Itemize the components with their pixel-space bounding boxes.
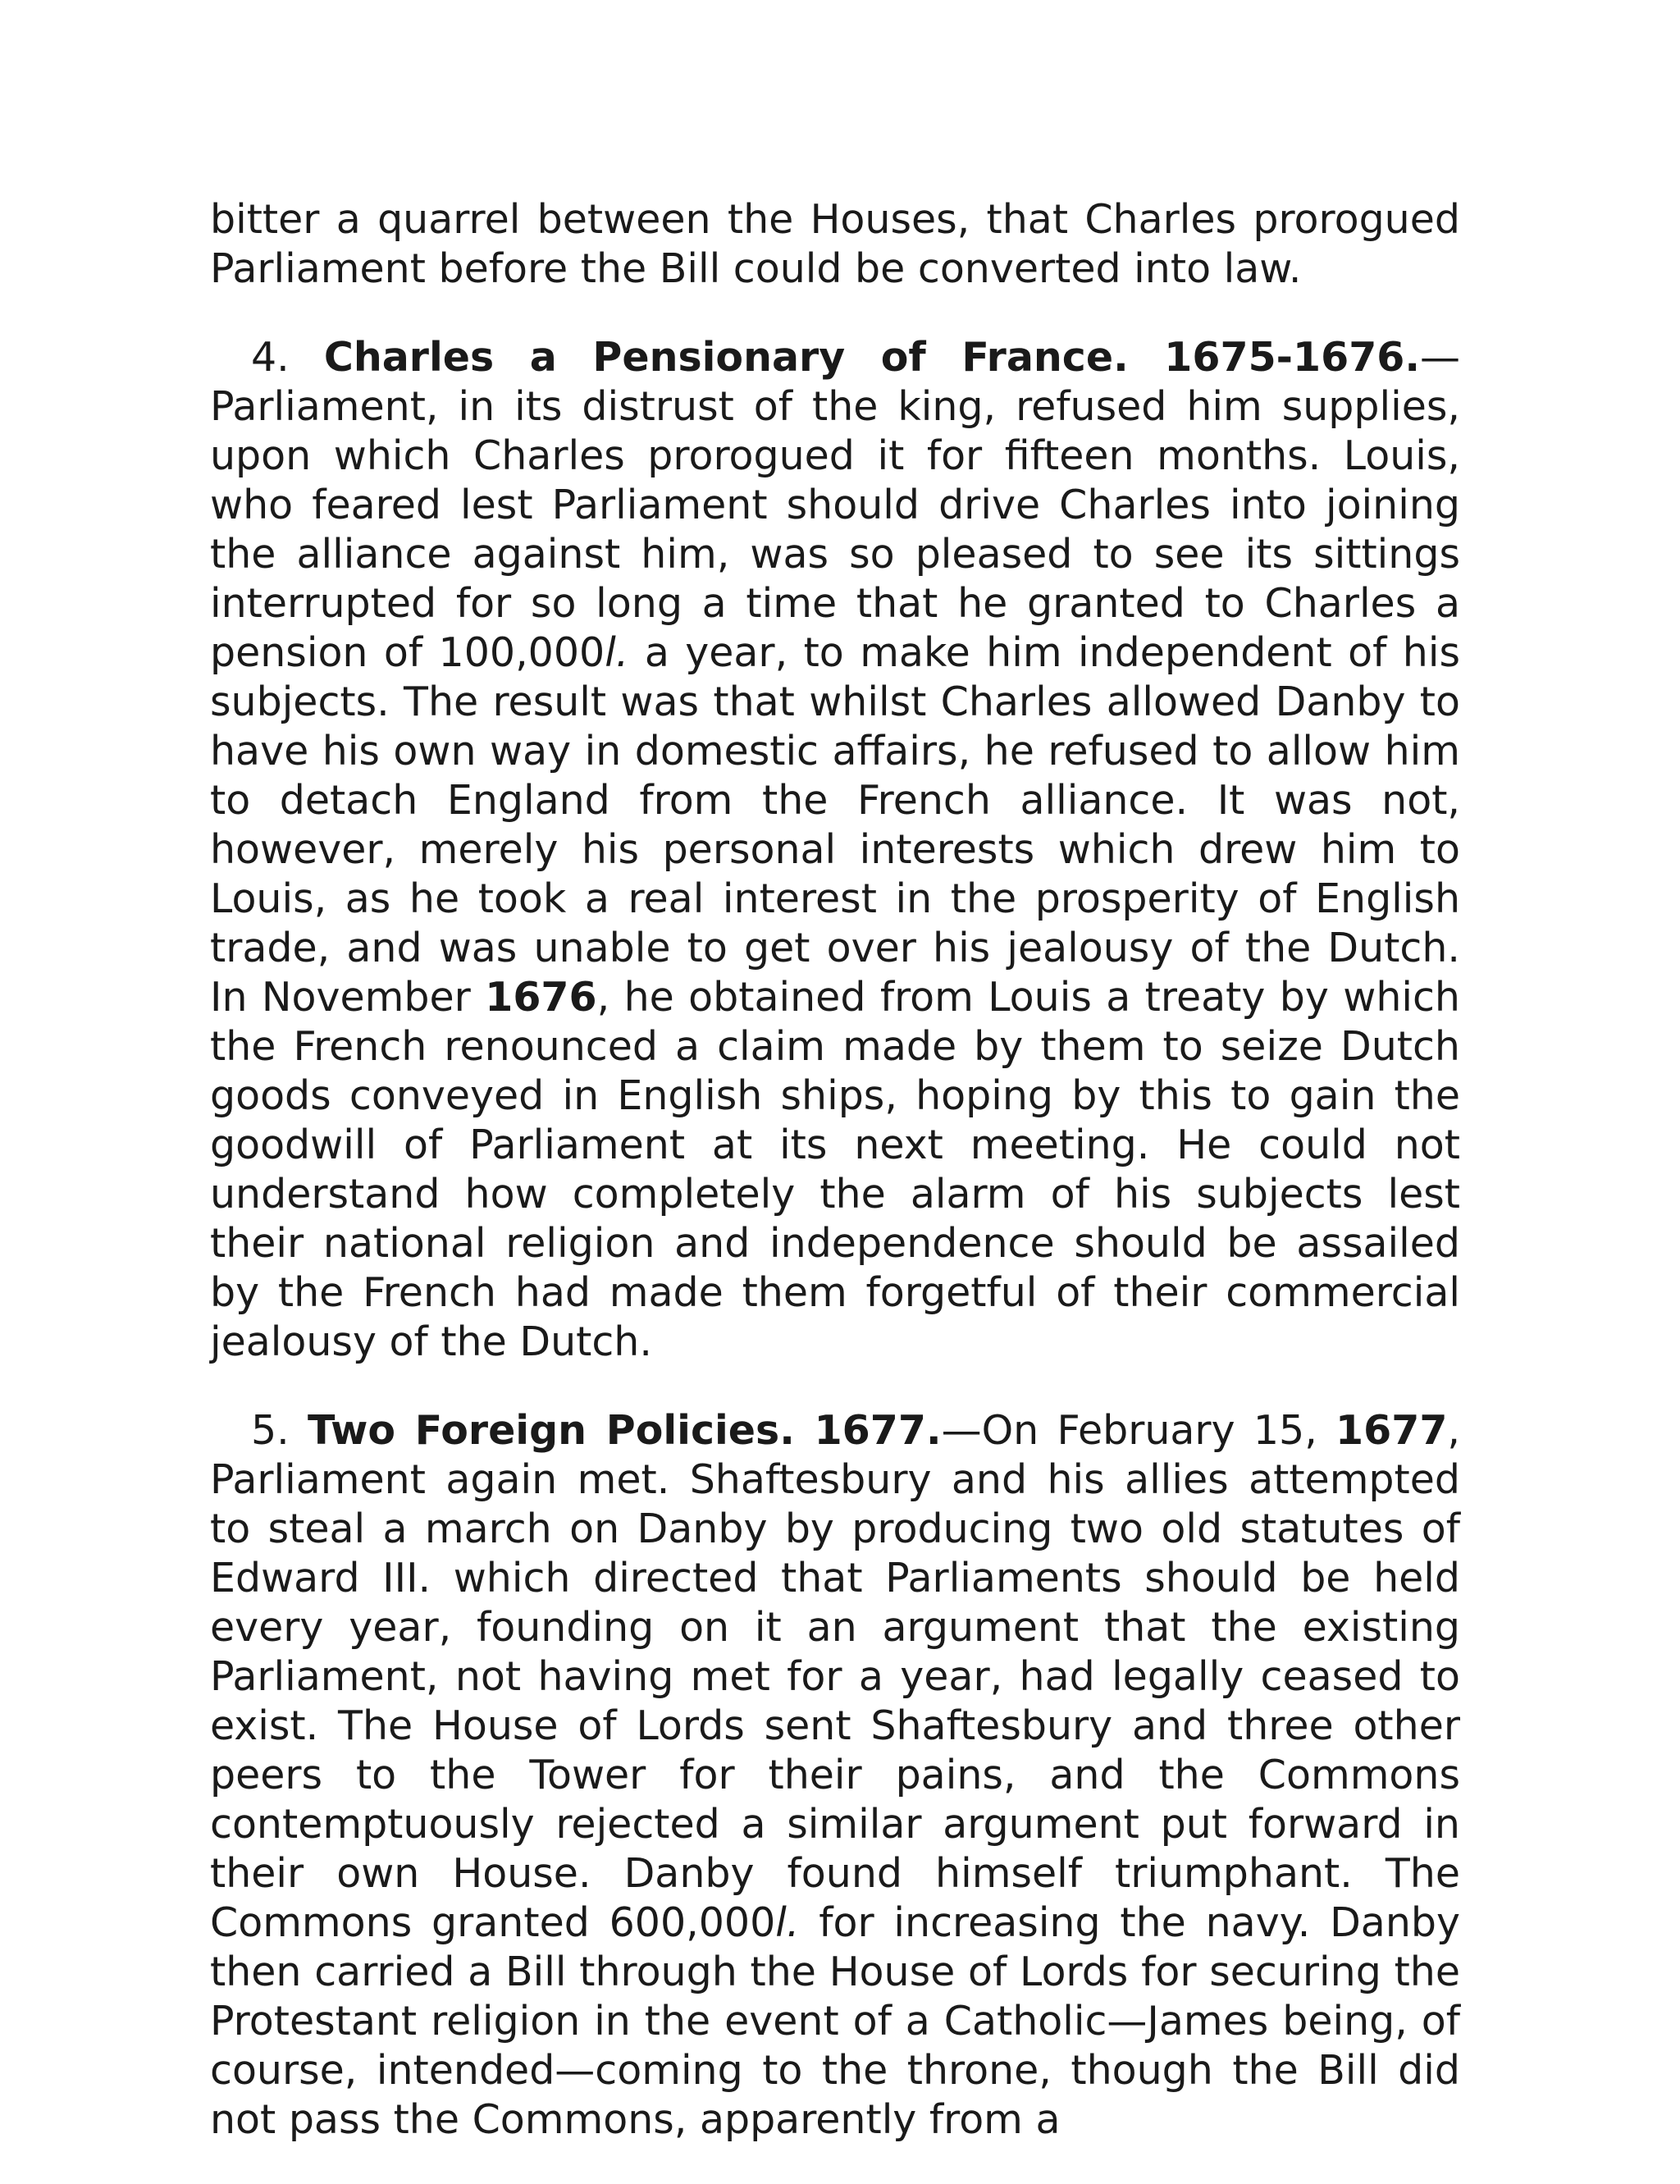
section-5-paragraph bbox=[210, 1406, 1460, 2145]
pound-symbol-2: l. bbox=[775, 1899, 800, 1946]
section-4-text-b: a year, to make him independent of his subjects. The result was that whilst Charles allowed Danby to have his own way in domestic affairs, he refused to allow him to detach England from the French alliance. It was not, however, merely his personal interests which drew him to Louis, as he took a real interest in the prosperity of English trade, and was unable to get over his jealousy of the Dutch. In November bbox=[210, 629, 1460, 1021]
section-5-text-b: , Parliament again met. Shaftesbury and his allies attempted to steal a march on Danby by producing two old statutes of Edward III. which directed that Parliaments should be held every year, founding on it an argument that the existing Parliament, not having met for a year, had legally ceased to exist. The House of Lords sent Shaftesbury and three other peers to the Tower for their pains, and the Commons contemptuously rejected a similar argument put forward in their own House. Danby found himself triumphant. The Commons granted 600,000 bbox=[210, 1407, 1460, 1946]
year-1677: 1677 bbox=[1335, 1407, 1448, 1454]
section-5-text-c: for increasing the navy. Danby then carried a Bill through the House of Lords for securing the Protestant religion in the event of a Catholic—James being, of course, intended—coming to the throne, though the Bill did not pass the Commons, apparently from a bbox=[210, 1899, 1460, 2143]
section-5-text-a: —On February 15, bbox=[941, 1407, 1336, 1454]
paragraph-continued-text: bitter a quarrel between the Houses, that Charles prorogued Parliament before the Bill could be converted into law. bbox=[210, 196, 1460, 292]
section-4-text-c: , he obtained from Louis a treaty by which the French renounced a claim made by them to seize Dutch goods conveyed in English ships, hoping by this to gain the goodwill of Parliament at its next meeting. He could not understand how completely the alarm of his subjects lest their national religion and independence should be assailed by the French had made them forgetful of their commercial jealousy of the Dutch. bbox=[210, 974, 1460, 1365]
page-body bbox=[210, 195, 1460, 2184]
year-1676: 1676 bbox=[485, 974, 597, 1021]
pound-symbol-1: l. bbox=[605, 629, 629, 676]
section-4-text-a: —Parliament, in its distrust of the king, refused him supplies, upon which Charles prorogued it for fifteen months. Louis, who feared lest Parliament should drive Charles into joining the alliance against him, was so pleased to see its sittings interrupted for so long a time that he granted to Charles a pension of 100,000 bbox=[210, 334, 1460, 676]
section-5-number: 5. bbox=[251, 1407, 290, 1454]
section-5-heading: Two Foreign Policies. 1677. bbox=[308, 1407, 942, 1454]
section-4-heading: Charles a Pensionary of France. 1675-1676. bbox=[323, 334, 1420, 381]
section-4-number: 4. bbox=[251, 334, 290, 381]
paragraph-continued bbox=[210, 195, 1460, 294]
section-4-paragraph bbox=[210, 333, 1460, 1367]
